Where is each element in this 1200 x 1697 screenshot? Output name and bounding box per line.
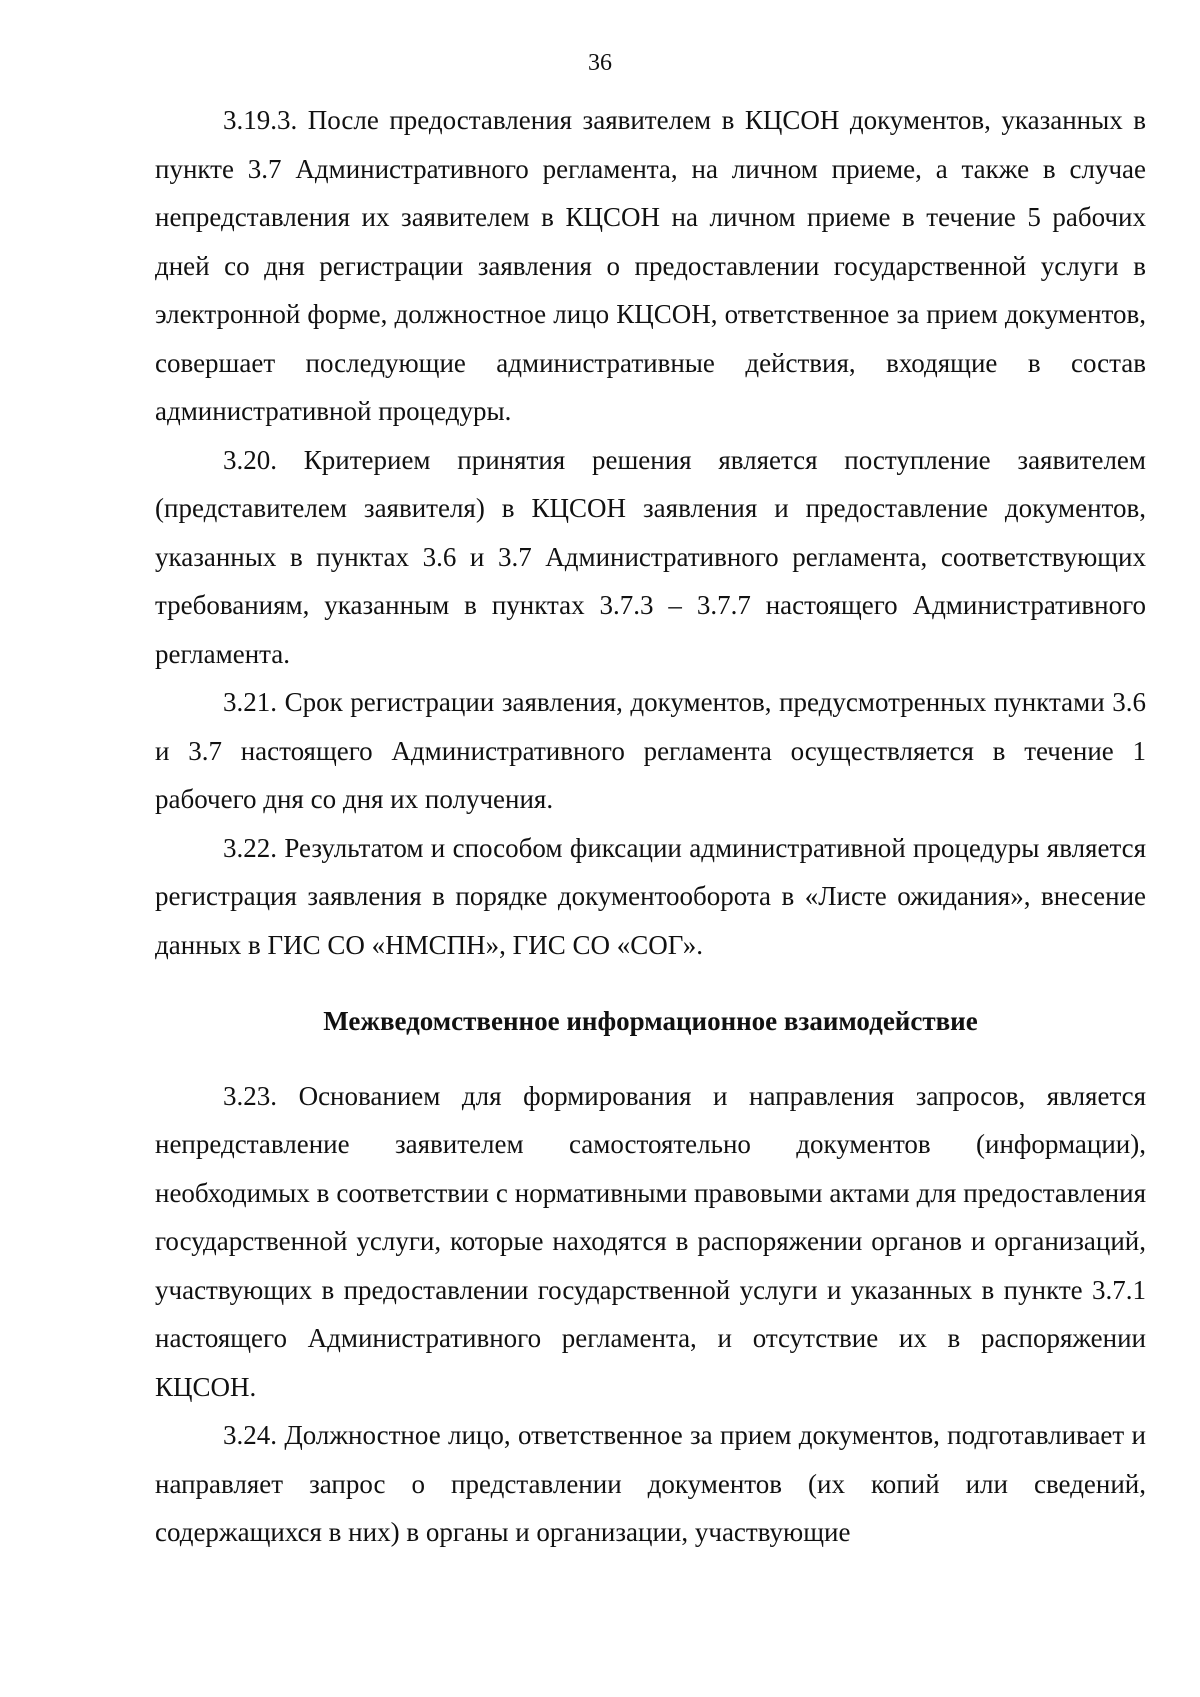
paragraph-3-20: 3.20. Критерием принятия решения является поступление заявителем (представителем заявителя) в КЦСОН заявления и предоставление документов, указанных в пунктах 3.6 и 3.7 Административного регламента, соответствующих требованиям, указанным в пунктах 3.7.3 – 3.7.7 настоящего Административного регламента. [155, 444, 1146, 669]
section-heading: Межведомственное информационное взаимодействие [323, 1006, 978, 1036]
page-number: 36 [588, 50, 612, 76]
paragraph-3-22: 3.22. Результатом и способом фиксации административной процедуры является регистрация заявления в порядке документооборота в «Листе ожидания», внесение данных в ГИС СО «НМСПН», ГИС СО «СОГ». [155, 832, 1146, 960]
paragraph-3-19-3: 3.19.3. После предоставления заявителем в КЦСОН документов, указанных в пункте 3.7 Административного регламента, на личном приеме, а также в случае непредставления их заявителем в КЦСОН на личном приеме в течение 5 рабочих дней со дня регистрации заявления о предоставлении государственной услуги в электронной форме, должностное лицо КЦСОН, ответственное за прием документов, совершает последующие административные действия, входящие в состав административной процедуры. [155, 105, 1146, 426]
document-body [155, 96, 1146, 1557]
paragraph-3-21: 3.21. Срок регистрации заявления, документов, предусмотренных пунктами 3.6 и 3.7 настоящего Административного регламента осуществляется в течение 1 рабочего дня со дня их получения. [155, 687, 1146, 814]
paragraph-3-24: 3.24. Должностное лицо, ответственное за прием документов, подготавливает и направляет запрос о представлении документов (их копий или сведений, содержащихся в них) в органы и организации, участвующие [155, 1420, 1146, 1547]
paragraph-3-23: 3.23. Основанием для формирования и направления запросов, является непредставление заявителем самостоятельно документов (информации), необходимых в соответствии с нормативными правовыми актами для предоставления государственной услуги, которые находятся в распоряжении органов и организаций, участвующих в предоставлении государственной услуги и указанных в пункте 3.7.1 настоящего Административного регламента, и отсутствие их в распоряжении КЦСОН. [155, 1080, 1146, 1402]
